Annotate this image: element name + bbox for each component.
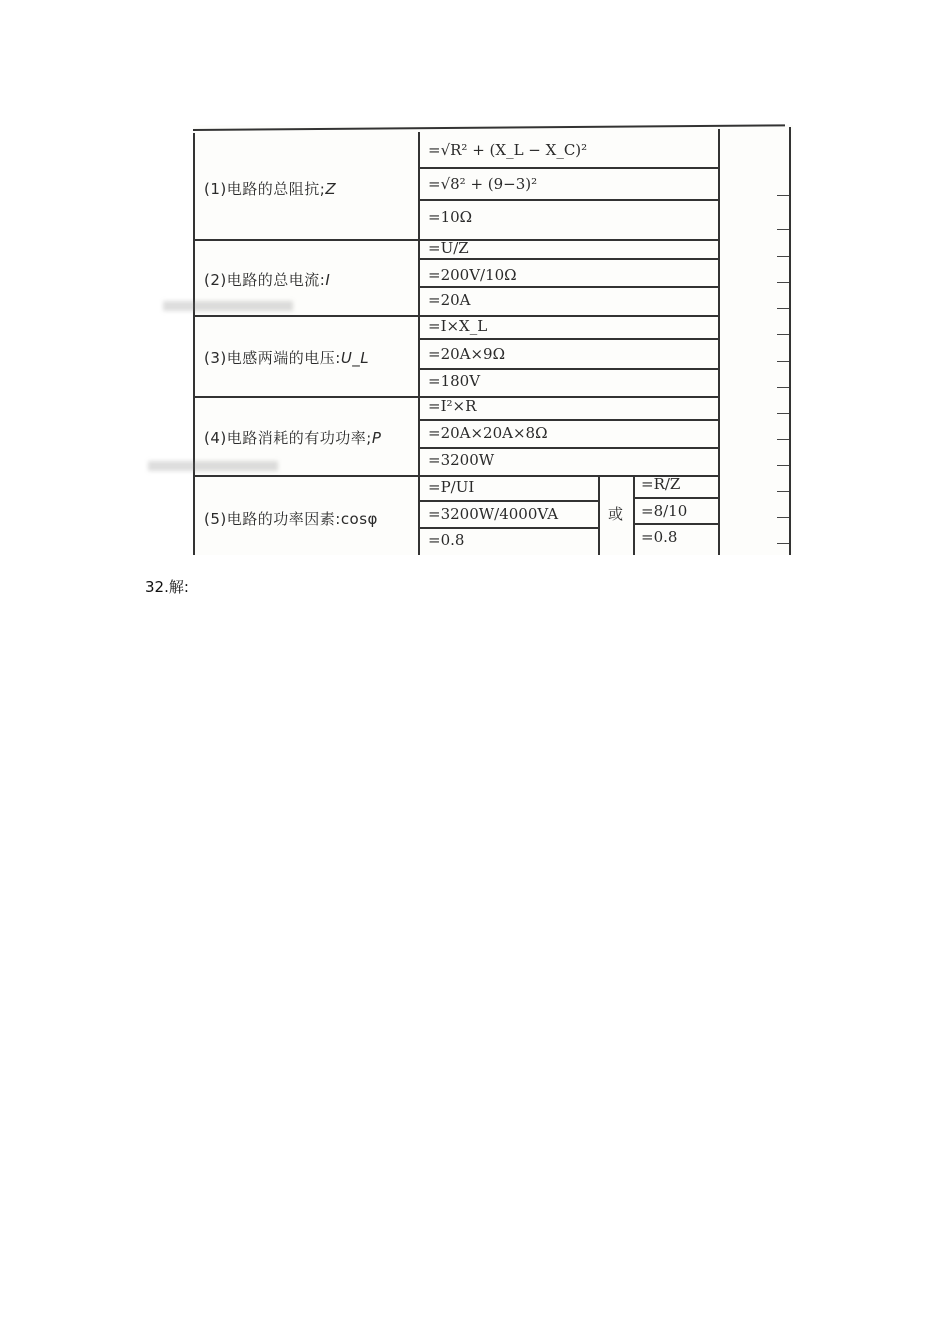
row-label: (4)电路消耗的有功功率;P [204,429,382,447]
margin-tick [777,256,789,257]
formula-cell: =20A×9Ω [428,345,506,363]
formula-cell: =3200W/4000VA [428,505,559,523]
formula-cell: =180V [428,372,481,390]
formula-cell: =I×X_L [428,317,488,335]
margin-tick [777,308,789,309]
margin-tick [777,334,789,335]
subrow-separator [418,527,598,529]
subrow-separator [418,500,598,502]
or-label: 或 [608,505,624,523]
label-column-divider [418,132,420,555]
margin-tick [777,229,789,230]
margin-tick [777,465,789,466]
scanned-solution-table [193,125,793,555]
subrow-separator [418,447,718,449]
margin-tick [777,491,789,492]
subrow-separator [418,419,718,421]
formula-cell: =P/UI [428,478,475,496]
group-separator [193,475,718,477]
alt-formula-cell: =0.8 [641,528,678,546]
subrow-separator [418,167,718,169]
margin-tick [777,543,789,544]
subrow-separator [633,497,718,499]
margin-tick [777,439,789,440]
margin-tick [777,517,789,518]
formula-cell: =3200W [428,451,495,469]
subrow-separator [418,286,718,288]
formula-cell: =20A [428,291,471,309]
alt-formula-cell: =8/10 [641,502,688,520]
subrow-separator [418,338,718,340]
formula-cell: =10Ω [428,208,473,226]
margin-tick [777,282,789,283]
scan-smudge [163,301,293,311]
table-right-border [789,127,791,555]
scan-smudge [148,461,278,471]
margin-tick [777,361,789,362]
subrow-separator [418,199,718,201]
row-label: (1)电路的总阻抗;Z [204,180,337,198]
alt-formula-cell: =R/Z [641,475,681,493]
subrow-separator [418,368,718,370]
row-label: (2)电路的总电流:I [204,271,331,289]
formula-right-border [718,129,720,555]
formula-cell: =20A×20A×8Ω [428,424,548,442]
formula-cell: =I²×R [428,397,477,415]
formula-cell: =U/Z [428,239,469,257]
formula-cell: =√8² + (9−3)² [428,175,538,193]
table-top-border [193,124,785,130]
row-label: (5)电路的功率因素:cosφ [204,510,378,528]
table-left-border [193,133,195,555]
margin-tick [777,195,789,196]
or-column-divider [633,475,635,555]
formula-column-divider [598,475,600,555]
margin-tick [777,413,789,414]
question-number-caption: 32.解: [145,578,189,596]
subrow-separator [418,258,718,260]
formula-cell: =√R² + (X_L − X_C)² [428,141,588,159]
row-label: (3)电感两端的电压:U_L [204,349,370,367]
formula-cell: =200V/10Ω [428,266,517,284]
formula-cell: =0.8 [428,531,465,549]
subrow-separator [633,523,718,525]
margin-tick [777,387,789,388]
